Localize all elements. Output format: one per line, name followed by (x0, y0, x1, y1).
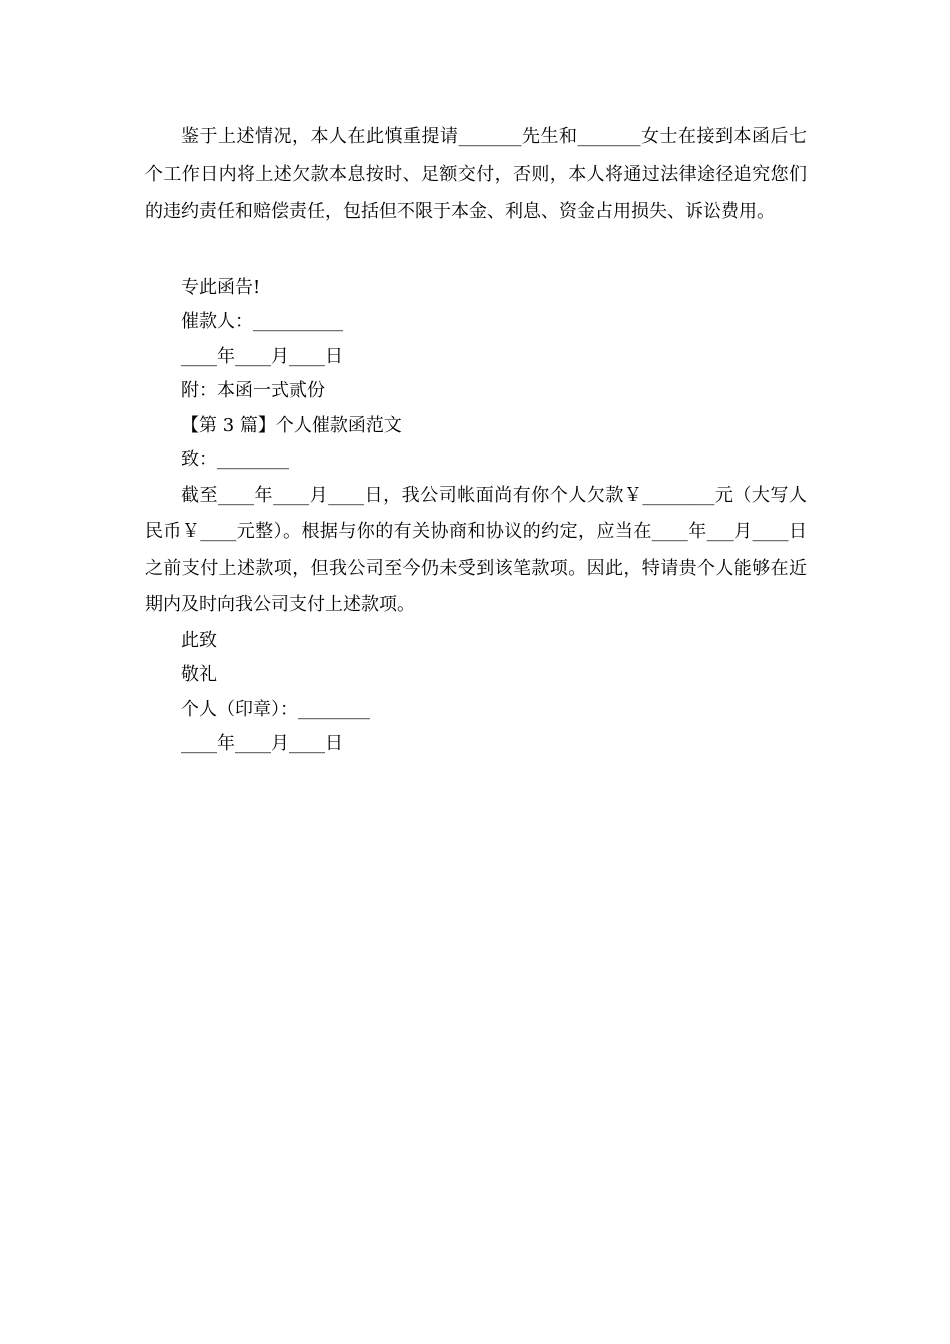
paragraph-gap (145, 231, 807, 271)
notice-closing: 专此函告! (181, 276, 261, 298)
paragraph-demand: 鉴于上述情况，本人在此慎重提请_______先生和_______女士在接到本函后七个工作日内将上述欠款本息按时、足额交付，否则，本人将通过法律途径追究您们的违约责任和赔偿责任，包括但不限于本金、利息、资金占用损失、诉讼费用。 (145, 126, 807, 222)
date-line-2: ____年____月____日 (181, 733, 343, 754)
signature-line: 个人（印章）：________ (181, 698, 370, 720)
document-page (145, 118, 807, 762)
creditor-line: 催款人：__________ (181, 311, 343, 332)
closing-salutation: 此致 (181, 629, 217, 651)
closing-respect: 敬礼 (181, 664, 217, 685)
paragraph-balance: 截至____年____月____日，我公司帐面尚有你个人欠款￥________元（大写人民币￥____元整）。根据与你的有关协商和协议的约定，应当在____年___月____日之前支付上述款项，但我公司至今仍未受到该笔款项。因此，特请贵个人能够在近期内及时向我公司支付上述款项。 (145, 484, 807, 615)
date-line-1: ____年____月____日 (181, 345, 343, 367)
section-heading: 【第 3 篇】个人催款函范文 (181, 414, 402, 436)
addressee-line: 致：________ (181, 449, 289, 470)
attachment-note: 附：本函一式贰份 (181, 380, 325, 401)
